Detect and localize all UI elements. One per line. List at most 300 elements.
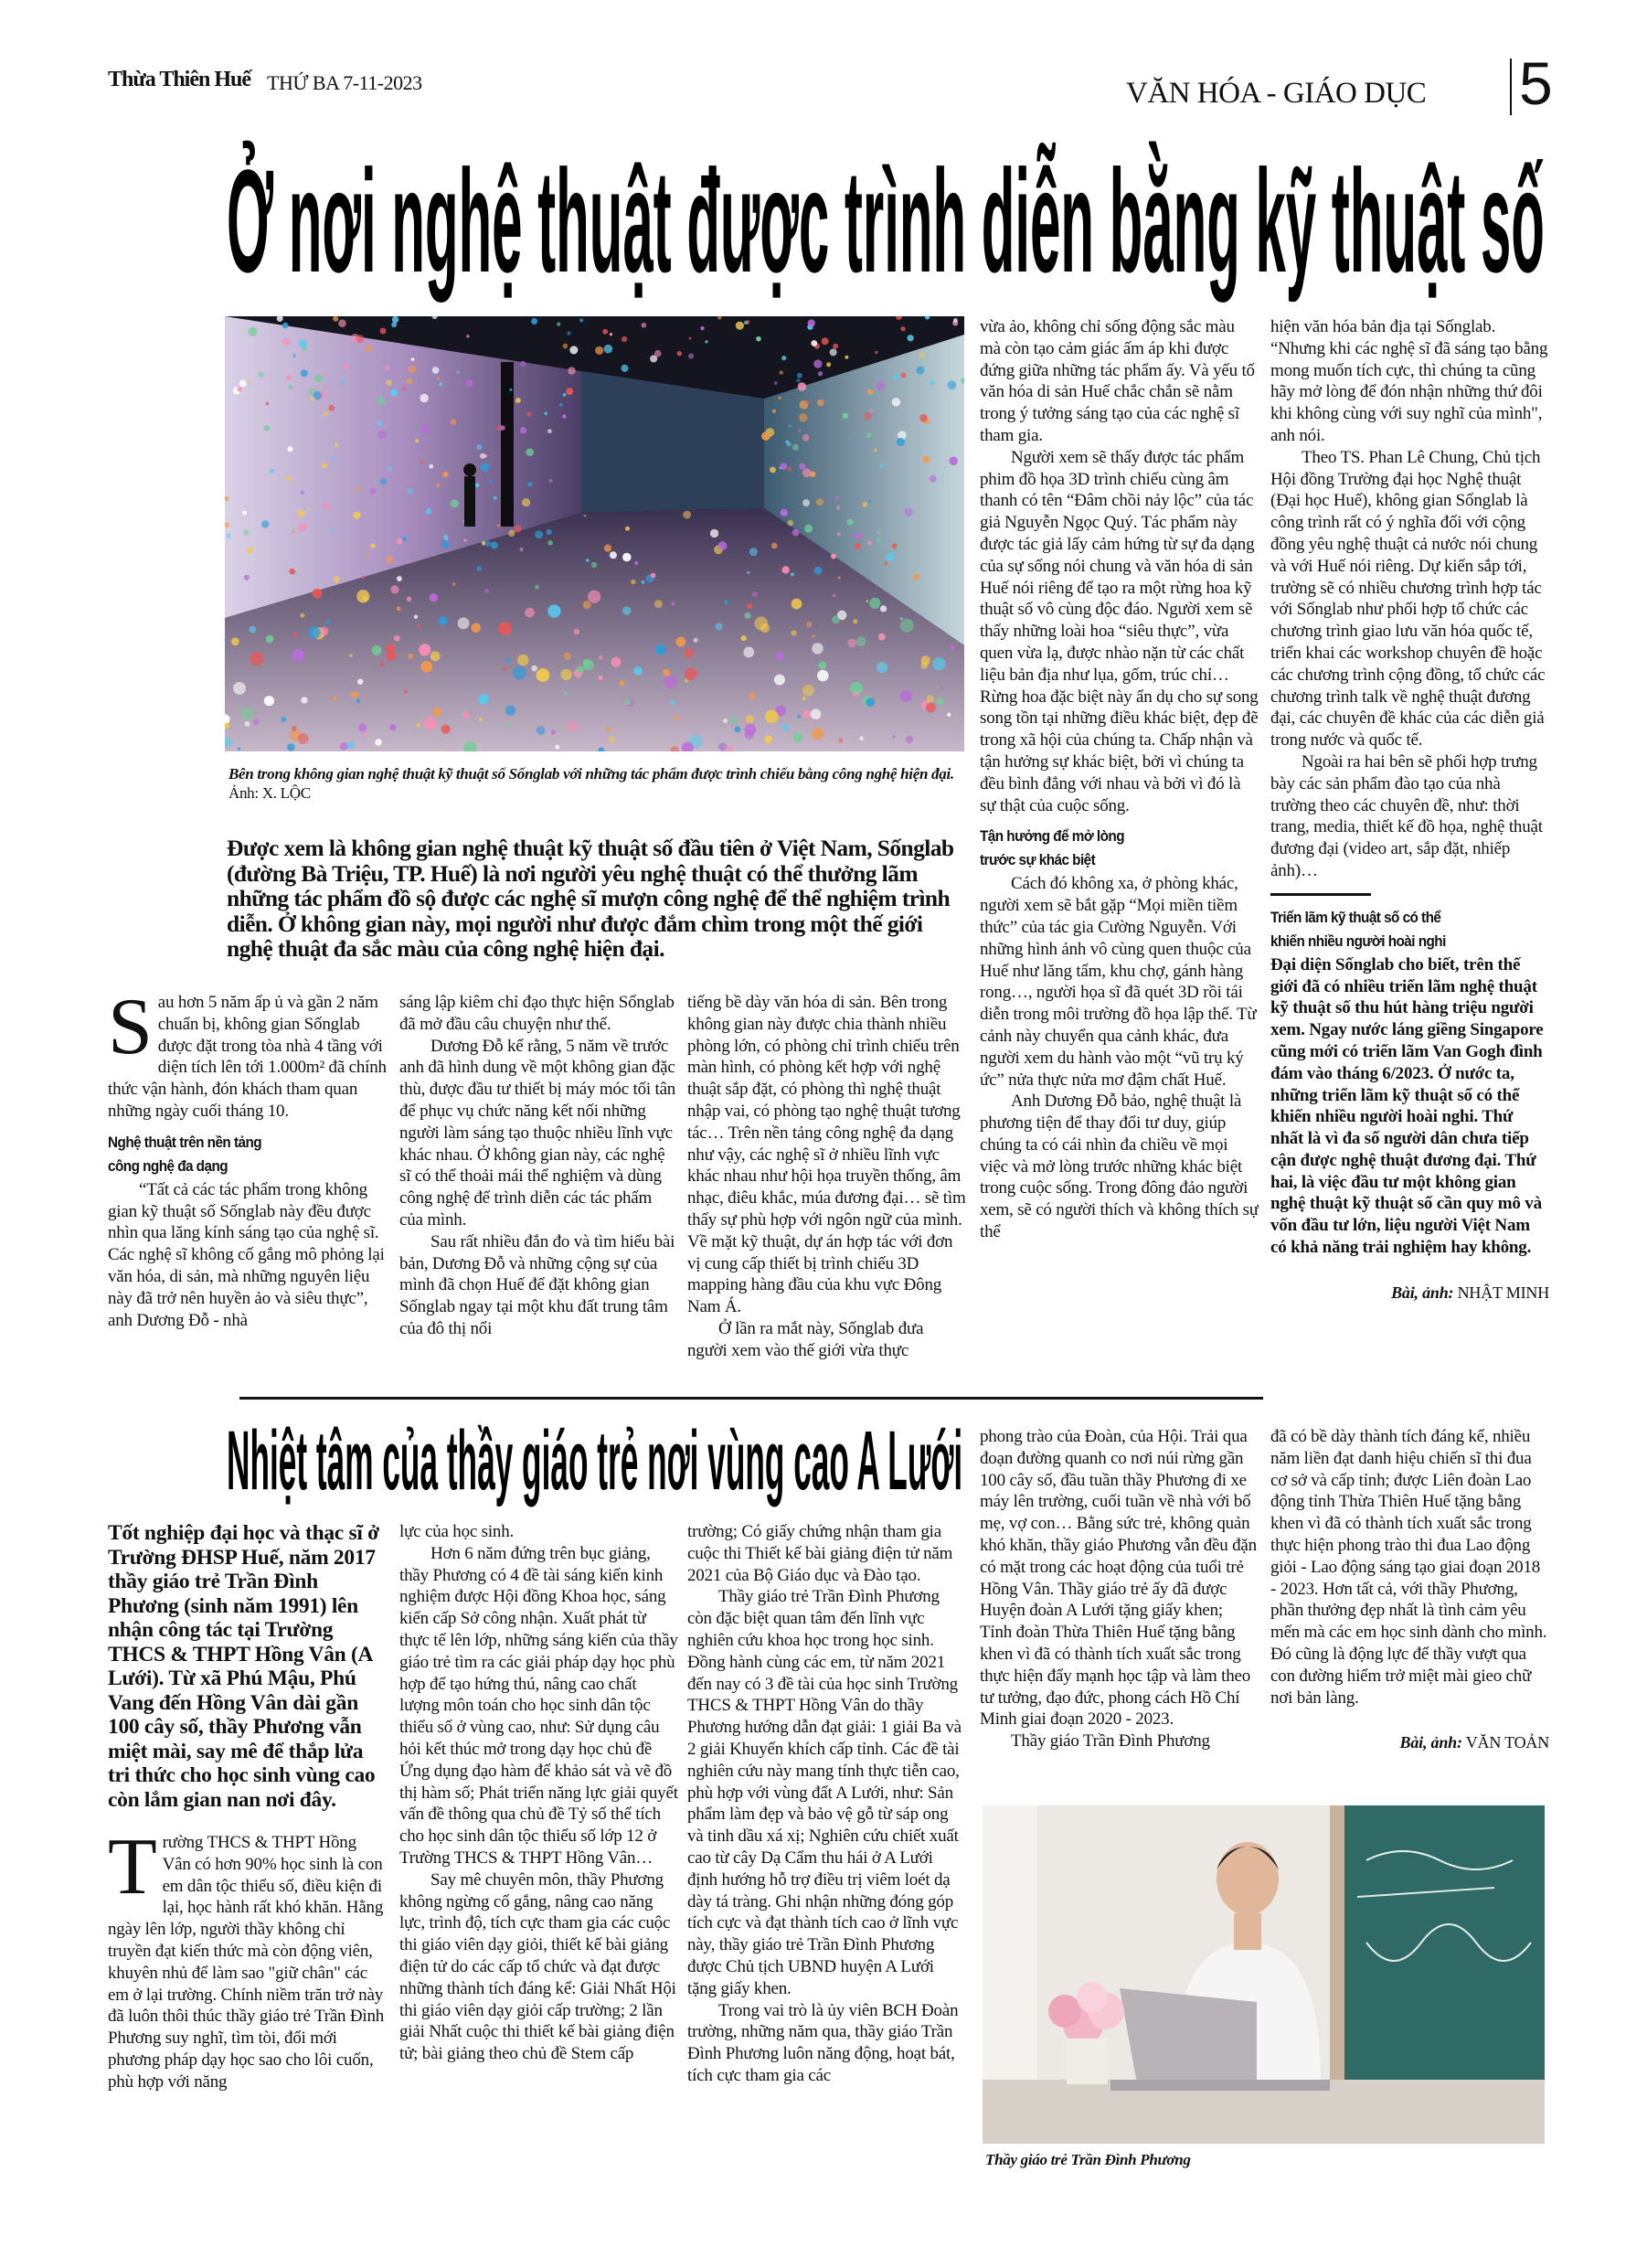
light-dot — [562, 414, 567, 419]
light-dot — [834, 496, 839, 501]
light-dot — [684, 648, 694, 658]
light-dot — [804, 525, 813, 533]
light-dot — [671, 602, 675, 605]
article1-column-2 — [399, 992, 678, 1385]
light-dot — [517, 655, 528, 665]
paragraph: phong trào của Đoàn, của Hội. Trải qua đoạn đường quanh co nơi núi rừng gần 100 cây số, đầu tuần thầy Phương đi xe máy lên trường, cuối tuần về nhà với bố mẹ, vợ con… Bằng sức trẻ, không quản khó khăn, thầy giáo Phương vẫn đều đặn có mặt trong các hoạt động của tuổi trẻ Hồng Vân. Thầy giáo trẻ ấy đã được Huyện đoàn A Lưới tặng giấy khen; Tỉnh đoàn Thừa Thiên Huế tặng bằng khen vì đã có thành tích xuất sắc trong thực hiện đẩy mạnh học tập và làm theo tư tưởng, đạo đức, phong cách Hồ Chí Minh giai đoạn 2020 - 2023. — [980, 1427, 1257, 1730]
subheading: Nghệ thuật trên nền tảng — [108, 1133, 262, 1151]
light-dot — [293, 633, 298, 637]
light-dot — [349, 654, 353, 657]
light-dot — [818, 371, 823, 376]
light-dot — [416, 723, 420, 728]
light-dot — [526, 448, 534, 456]
light-dot — [397, 538, 403, 545]
light-dot — [343, 364, 348, 369]
light-dot — [265, 402, 269, 406]
light-dot — [568, 367, 576, 375]
light-dot — [756, 336, 761, 342]
light-dot — [549, 479, 553, 483]
light-dot — [634, 561, 638, 565]
light-dot — [868, 500, 871, 503]
light-dot — [475, 483, 480, 487]
light-dot — [547, 529, 552, 535]
light-dot — [922, 456, 930, 463]
light-dot — [867, 389, 874, 395]
light-dot — [798, 382, 806, 390]
light-dot — [765, 710, 778, 723]
light-dot — [731, 718, 738, 724]
light-dot — [599, 655, 603, 660]
light-dot — [297, 510, 304, 517]
light-dot — [402, 537, 407, 541]
light-dot — [430, 651, 441, 661]
light-dot — [663, 669, 670, 676]
subheading: Tận hưởng để mở lòng — [980, 827, 1125, 846]
light-dot — [577, 665, 585, 674]
light-dot — [226, 533, 230, 538]
light-dot — [781, 463, 787, 469]
section-name: VĂN HÓA - GIÁO DỤC — [1126, 77, 1427, 110]
light-dot — [287, 376, 292, 381]
light-dot — [591, 562, 597, 568]
light-dot — [356, 487, 360, 492]
light-dot — [264, 696, 274, 706]
light-dot — [442, 472, 448, 477]
light-dot — [402, 387, 406, 390]
light-dot — [588, 591, 600, 603]
light-dot — [301, 369, 308, 377]
light-dot — [237, 387, 242, 392]
light-dot — [298, 733, 309, 744]
light-dot — [390, 585, 398, 593]
light-dot — [574, 629, 579, 634]
light-dot — [429, 464, 433, 469]
light-dot — [386, 380, 392, 387]
light-dot — [832, 615, 840, 623]
light-dot — [953, 318, 958, 323]
light-dot — [812, 634, 814, 637]
light-dot — [781, 509, 788, 516]
light-dot — [420, 460, 423, 463]
light-dot — [869, 409, 873, 412]
light-dot — [718, 743, 727, 751]
light-dot — [764, 736, 772, 744]
light-dot — [622, 606, 632, 615]
light-dot — [651, 573, 656, 579]
light-dot — [930, 475, 937, 483]
light-dot — [688, 337, 691, 340]
light-dot — [710, 529, 718, 538]
light-dot — [584, 515, 587, 517]
paragraph: Hơn 6 năm đứng trên bục giảng, thầy Phương có 4 đề tài sáng kiến kinh nghiệm được Hội đồng Khoa học, sáng kiến cấp Sở công nhận. Xuất phát từ thực tế lên lớp, những sáng kiến của thầy giáo trẻ tìm ra các giải pháp dạy học phù hợp để tạo hứng thú, nâng cao chất lượng môn toán cho học sinh dân tộc thiểu số ở vùng cao, như: Sử dụng câu hỏi kết thúc mở trong dạy học chủ đề Ứng dụng đạo hàm để khảo sát và vẽ đồ thị hàm số; Phát triển năng lực giải quyết vấn đề thông qua chủ đề Tỷ số thể tích cho học sinh dân tộc thiểu số lớp 12 ở Trường THCS & THPT Hồng Vân… — [399, 1543, 678, 1868]
light-dot — [761, 431, 770, 441]
light-dot — [504, 667, 507, 671]
light-dot — [369, 488, 376, 495]
paragraph: đã có bề dày thành tích đáng kể, nhiều năm liền đạt danh hiệu chiến sĩ thi đua cơ sở và cấp tỉnh; được Liên đoàn Lao động tỉnh Thừa Thiên Huế tặng bằng khen vì đã có thành tích xuất sắc trong thực hiện phong trào thi đua Lao động giỏi - Lao động sáng tạo giai đoạn 2018 - 2023. Hơn tất cả, với thầy Phương, phần thưởng đẹp nhất là tình cảm yêu mến mà các em học sinh dành cho mình. Đó cũng là động lực để thầy vượt qua con đường hiểm trở miệt mài gieo chữ nơi bản làng. — [1270, 1427, 1547, 1708]
light-dot — [802, 685, 814, 697]
light-dot — [567, 331, 570, 335]
light-dot — [723, 719, 728, 723]
light-dot — [526, 412, 531, 417]
light-dot — [610, 333, 612, 335]
light-dot — [874, 449, 877, 452]
light-dot — [244, 575, 250, 580]
light-dot — [308, 626, 321, 639]
light-dot — [319, 627, 328, 636]
paragraph: Người xem sẽ thấy được tác phẩm phim đồ họa 3D trình chiếu cùng âm thanh có tên “Đâm chồi nảy lộc” của tác giả Nguyễn Ngọc Quý. Tác phẩm này được tác giả lấy cảm hứng từ sự đa dạng của sự sống nói chung và văn hóa di sản Huế nói riêng để tạo ra một rừng hoa kỹ thuật số vô cùng độc đáo. Người xem sẽ thấy những loài hoa “siêu thực”, vừa quen vừa lạ, được nhào nặn từ các chất liệu bản địa như lụa, gốm, trúc chỉ… Rừng hoa đặc biệt này ẩn dụ cho sự song song tồn tại những điều khác biệt, đẹp đẽ trong xã hội của chúng ta. Chấp nhận và tận hưởng sự khác biệt, bởi vì chúng ta đều bình đẳng với nhau và bởi vì đó là sự thật của cuộc sống. — [980, 447, 1259, 815]
light-dot — [356, 335, 364, 343]
light-dot — [875, 351, 877, 354]
light-dot — [421, 661, 433, 673]
byline — [1270, 1732, 1549, 1754]
light-dot — [497, 524, 500, 527]
light-dot — [292, 649, 304, 662]
light-dot — [859, 737, 864, 741]
light-dot — [335, 442, 338, 446]
light-dot — [877, 538, 880, 541]
light-dot — [919, 353, 924, 357]
light-dot — [347, 741, 355, 749]
light-dot — [752, 591, 758, 597]
light-dot — [481, 463, 490, 472]
paragraph: sáng lập kiêm chỉ đạo thực hiện Sốnglab đã mở đầu câu chuyện như thế. — [399, 993, 675, 1034]
light-dot — [781, 566, 789, 573]
light-dot — [479, 718, 483, 721]
light-dot — [604, 545, 611, 552]
light-dot — [515, 398, 521, 403]
light-dot — [867, 541, 871, 545]
light-dot — [919, 414, 928, 422]
light-dot — [688, 353, 694, 358]
masthead-logo: Thừa Thiên Huế — [108, 68, 251, 91]
light-dot — [896, 546, 900, 550]
light-dot — [847, 519, 854, 526]
light-dot — [536, 668, 549, 682]
light-dot — [432, 708, 441, 717]
light-dot — [266, 635, 273, 643]
light-dot — [313, 589, 323, 599]
light-dot — [812, 643, 824, 655]
light-dot — [869, 598, 880, 609]
light-dot — [655, 644, 665, 655]
light-dot — [298, 523, 306, 531]
light-dot — [313, 391, 323, 400]
light-dot — [798, 429, 802, 432]
light-dot — [242, 511, 247, 516]
light-dot — [885, 562, 888, 566]
light-dot — [791, 572, 794, 576]
light-dot — [819, 661, 827, 669]
light-dot — [622, 336, 627, 342]
light-dot — [951, 644, 956, 650]
byline-label: Bài, ảnh: — [1391, 1283, 1454, 1302]
byline-label: Bài, ảnh: — [1399, 1733, 1462, 1752]
light-dot — [567, 721, 578, 732]
light-dot — [837, 532, 841, 536]
light-dot — [949, 457, 958, 466]
drop-cap: T — [108, 1823, 157, 1911]
light-dot — [397, 606, 401, 611]
light-dot — [856, 636, 866, 646]
light-dot — [897, 438, 905, 446]
light-dot — [391, 322, 397, 327]
light-dot — [248, 327, 257, 336]
caption-text: Bên trong không gian nghệ thuật kỹ thuật số Sốnglab với những tác phẩm được trình chiếu bằng công nghệ hiện đại. — [228, 765, 954, 783]
light-dot — [506, 722, 510, 726]
light-dot — [271, 469, 275, 474]
light-dot — [831, 553, 836, 559]
light-dot — [430, 501, 432, 504]
light-dot — [397, 576, 402, 581]
light-dot — [338, 319, 346, 327]
paragraph: Thầy giáo Trần Đình Phương — [1011, 1731, 1210, 1752]
light-dot — [745, 612, 751, 619]
light-dot — [380, 478, 388, 485]
light-dot — [683, 511, 691, 519]
light-dot — [418, 623, 421, 627]
light-dot — [778, 397, 781, 399]
light-dot — [741, 635, 747, 641]
light-dot — [282, 337, 291, 346]
light-dot — [377, 397, 385, 404]
light-dot — [333, 697, 336, 700]
light-dot — [817, 399, 824, 406]
light-dot — [301, 490, 305, 495]
light-dot — [799, 463, 805, 470]
article2-column-4 — [980, 1426, 1259, 1792]
light-dot — [866, 600, 868, 602]
light-dot — [375, 739, 381, 745]
light-dot — [797, 373, 802, 378]
light-dot — [700, 326, 704, 330]
light-dot — [770, 466, 776, 473]
light-dot — [781, 356, 786, 360]
light-dot — [386, 556, 393, 563]
light-dot — [921, 655, 930, 665]
light-dot — [792, 444, 799, 451]
light-dot — [315, 375, 323, 382]
light-dot — [642, 580, 645, 584]
light-dot — [654, 350, 662, 357]
light-dot — [744, 321, 748, 325]
light-dot — [477, 566, 482, 570]
light-dot — [259, 372, 264, 378]
light-dot — [351, 691, 357, 697]
songlab-interior-photo — [225, 316, 964, 751]
light-dot — [747, 571, 749, 574]
light-dot — [886, 553, 894, 561]
light-dot — [287, 446, 292, 452]
light-dot — [694, 638, 698, 643]
dropcap-paragraph — [108, 1823, 387, 2093]
paragraph: “Tất cả các tác phẩm trong không gian kỹ thuật số Sốnglab này đều được nhìn qua lăng kính sáng tạo của nghệ sĩ. Các nghệ sĩ không cố gắng mô phỏng lại văn hóa, di sản, mà những nguyên liệu này đã trở nên huyền ảo và siêu thực”, anh Dương Đỗ - nhà — [108, 1179, 385, 1330]
page-number: 5 — [1519, 49, 1553, 117]
paragraph: Say mê chuyên môn, thầy Phương không ngừng cố gắng, nâng cao năng lực, trình độ, tích cực tham gia các cuộc thi giáo viên dạy giỏi, thiết kế bài giảng điện tử do các cấp tổ chức và đạt được những thành tích đáng kể: Giải Nhất Hội thi giáo viên dạy giỏi cấp trường; 2 lần giải Nhất cuộc thi thiết kế bài giảng điện tử; bài giảng theo chủ đề Stem cấp — [399, 1869, 676, 2064]
light-dot — [329, 405, 335, 410]
photo-digital-art-room — [225, 316, 964, 751]
paragraph: Trong vai trò là ủy viên BCH Đoàn trường, những năm qua, thầy giáo Trần Đình Phương luôn năng động, hoạt bát, tích cực tham gia các — [687, 2000, 959, 2085]
light-dot — [736, 322, 744, 330]
light-dot — [394, 635, 400, 642]
light-dot — [855, 532, 863, 540]
article2-column-3 — [687, 1521, 966, 2179]
drop-cap: S — [108, 992, 153, 1071]
article1-lead: Được xem là không gian nghệ thuật kỹ thuật số đầu tiên ở Việt Nam, Sốnglab (đường Bà Triệu, TP. Huế) là nơi người yêu nghệ thuật có thể thưởng lãm những tác phẩm đồ sộ được các nghệ sĩ mượn công nghệ để thể nghiệm trình diễn. Ở không gian này, mọi người như được đắm chìm trong một thế giới nghệ thuật đa sắc màu của công nghệ hiện đại. — [227, 835, 954, 962]
light-dot — [705, 340, 707, 343]
light-dot — [357, 678, 364, 685]
light-dot — [838, 576, 841, 579]
light-dot — [595, 346, 603, 355]
light-dot — [411, 357, 414, 360]
light-dot — [322, 463, 326, 467]
subheading: Triển lãm kỹ thuật số có thể — [1270, 908, 1441, 926]
light-dot — [323, 503, 330, 510]
paragraph: vừa ảo, không chỉ sống động sắc màu mà còn tạo cảm giác ấm áp khi được đứng giữa những tác phẩm ấy. Và yếu tố văn hóa di sản Huế chắc chắn sẽ nằm trong ý tưởng sáng tạo của các nghệ sĩ tham gia. — [980, 317, 1255, 445]
light-dot — [579, 318, 583, 322]
light-dot — [249, 626, 256, 634]
light-dot — [404, 689, 408, 693]
article1-column-5 — [1270, 316, 1549, 1395]
light-dot — [622, 553, 632, 562]
light-dot — [633, 666, 643, 676]
light-dot — [430, 593, 438, 602]
light-dot — [566, 388, 573, 395]
light-dot — [685, 667, 697, 680]
light-dot — [947, 713, 951, 717]
article-separator — [239, 1397, 1263, 1400]
paragraph: Anh Dương Đỗ bảo, nghệ thuật là phương tiện để thay đổi tư duy, giúp chúng ta có cái nhìn đa chiều về mọi việc và mở lòng trước những khác biệt trong cuộc sống. Trong đông đảo người xem, sẽ có người thích và không thích sự thể — [980, 1091, 1259, 1242]
light-dot — [300, 613, 304, 618]
light-dot — [356, 699, 360, 703]
paragraph: trường; Có giấy chứng nhận tham gia cuộc thi Thiết kế bài giảng điện tử năm 2021 của Bộ Giáo dục và Đào tạo. — [687, 1522, 953, 1585]
light-dot — [879, 464, 884, 469]
light-dot — [289, 385, 292, 389]
light-dot — [626, 699, 632, 705]
light-dot — [361, 733, 367, 739]
light-dot — [814, 567, 823, 575]
light-dot — [471, 623, 481, 633]
light-dot — [892, 735, 895, 738]
light-dot — [289, 569, 295, 575]
light-dot — [876, 381, 885, 390]
light-dot — [547, 429, 552, 433]
light-dot — [386, 644, 395, 653]
article1-column-1 — [108, 992, 387, 1385]
paragraph: Thầy giáo trẻ Trần Đình Phương còn đặc biệt quan tâm đến lĩnh vực nghiên cứu khoa học trong học sinh. Đồng hành cùng các em, từ năm 2021 đến nay có 3 đề tài của học sinh Trường THCS & THPT Hồng Vân do thầy Phương hướng dẫn đạt giải: 1 giải Ba và 2 giải Khuyến khích cấp tỉnh. Các đề tài nghiên cứu này mang tính thực tiễn cao, phù hợp với vùng đất A Lưới, như: Sản phẩm làm đẹp và bảo vệ gỗ từ sáp ong và tinh dầu xá xị; Nghiên cứu chiết xuất cao từ cây Dạ Cẩm thu hái ở A Lưới định hướng hỗ trợ điều trị viêm loét dạ dày tá tràng. Ghi nhận những đóng góp tích cực và đạt thành tích cao ở lĩnh vực này, thầy giáo trẻ Trần Đình Phương được Chủ tịch UBND huyện A Lưới tặng giấy khen. — [687, 1587, 962, 1998]
light-dot — [551, 729, 556, 734]
light-dot — [792, 599, 802, 610]
light-dot — [377, 421, 382, 426]
light-dot — [247, 547, 253, 553]
light-dot — [451, 419, 457, 425]
light-dot — [802, 434, 810, 442]
light-dot — [419, 644, 430, 655]
light-dot — [904, 508, 912, 516]
light-dot — [520, 361, 526, 367]
light-dot — [774, 381, 778, 385]
sidebar-paragraph: Đại diện Sốnglab cho biết, trên thế giới đã có nhiều triển lãm nghệ thuật kỹ thuật số thu hút hàng triệu người xem. Ngay nước láng giềng Singapore cũng mới có triển lãm Van Gogh đình đám vào tháng 6/2023. Ở nước ta, những triển lãm kỹ thuật số có thể khiến nhiều người hoài nghi. Thứ nhất là vì đa số người dân chưa tiếp cận được nghệ thuật đương đại. Thứ hai, là việc đầu tư một không gian nghệ thuật kỹ thuật số cần quy mô và vốn đầu tư lớn, liệu người Việt Nam có khả năng trải nghiệm hay không. — [1270, 954, 1544, 1258]
light-dot — [836, 506, 840, 510]
light-dot — [559, 403, 563, 407]
light-dot — [285, 475, 292, 482]
light-dot — [797, 715, 801, 719]
light-dot — [392, 316, 398, 323]
light-dot — [774, 675, 785, 686]
column-rule — [1270, 893, 1371, 896]
light-dot — [936, 698, 943, 706]
light-dot — [675, 637, 685, 647]
light-dot — [808, 319, 815, 326]
light-dot — [238, 747, 240, 750]
light-dot — [248, 380, 250, 383]
light-dot — [408, 654, 413, 659]
light-dot — [847, 639, 856, 648]
light-dot — [407, 378, 412, 384]
light-dot — [490, 480, 493, 483]
article-lead: Tốt nghiệp đại học và thạc sĩ ở Trường ĐHSP Huế, năm 2017 thầy giáo trẻ Trần Đình Phương (sinh năm 1991) lên nhận công tác tại Trường THCS & THPT Hồng Vân (A Lưới). Từ xã Phú Mậu, Phú Vang đến Hồng Vân dài gần 100 cây số, thầy Phương vẫn miệt mài, say mê để thắp lửa tri thức cho học sinh vùng cao còn lắm gian nan nơi đây. — [108, 1521, 379, 1812]
light-dot — [326, 620, 331, 624]
light-dot — [513, 666, 526, 680]
light-dot — [340, 742, 348, 751]
light-dot — [914, 574, 919, 580]
light-dot — [547, 540, 553, 546]
light-dot — [606, 727, 611, 732]
light-dot — [439, 616, 448, 625]
light-dot — [547, 604, 560, 617]
light-dot — [932, 657, 945, 670]
light-dot — [654, 600, 663, 608]
light-dot — [301, 697, 307, 703]
header-divider — [1510, 59, 1512, 115]
light-dot — [838, 738, 843, 742]
light-dot — [505, 706, 515, 716]
light-dot — [500, 425, 505, 430]
light-dot — [802, 468, 812, 477]
light-dot — [323, 410, 328, 416]
light-dot — [531, 318, 537, 325]
light-dot — [745, 724, 757, 736]
light-dot — [677, 351, 682, 356]
light-dot — [864, 412, 872, 421]
light-dot — [583, 601, 591, 609]
light-dot — [557, 322, 560, 325]
light-dot — [303, 346, 307, 351]
light-dot — [598, 676, 602, 680]
light-dot — [341, 379, 345, 384]
light-dot — [771, 543, 778, 549]
light-dot — [292, 726, 297, 731]
light-dot — [531, 665, 537, 672]
light-dot — [564, 653, 571, 660]
light-dot — [484, 540, 491, 547]
paragraph: Cách đó không xa, ở phòng khác, người xem sẽ bắt gặp “Mọi miền tiềm thức” của tác gia Cường Nguyễn. Với những hình ảnh vô cùng quen thuộc của Huế như lăng tẩm, khu chợ, gánh hàng rong…, người họa sĩ đã quét 3D rồi tái diễn trong môi trường đồ họa lập thể. Từ cảnh này chuyển qua cảnh khác, đưa người xem du hành vào một “vũ trụ ký ức” nửa thực nửa mơ đậm chất Huế. — [980, 874, 1257, 1090]
light-dot — [749, 692, 755, 698]
light-dot — [853, 619, 857, 623]
light-dot — [802, 697, 806, 700]
light-dot — [772, 410, 776, 413]
light-dot — [586, 559, 590, 562]
light-dot — [520, 427, 526, 433]
light-dot — [811, 340, 817, 346]
light-dot — [334, 576, 340, 582]
light-dot — [833, 344, 838, 349]
light-dot — [602, 329, 608, 335]
article2-column-1 — [108, 1521, 387, 2179]
paragraph: Sau rất nhiều đắn đo và tìm hiểu bài bản, Dương Đỗ và những cộng sự của mình đã chọn Huế để đặt không gian Sốnglab ngay tại một khu đất trung tâm của đô thị nổi — [399, 1231, 675, 1338]
light-dot — [414, 615, 418, 619]
light-dot — [724, 601, 728, 605]
light-dot — [631, 580, 635, 584]
